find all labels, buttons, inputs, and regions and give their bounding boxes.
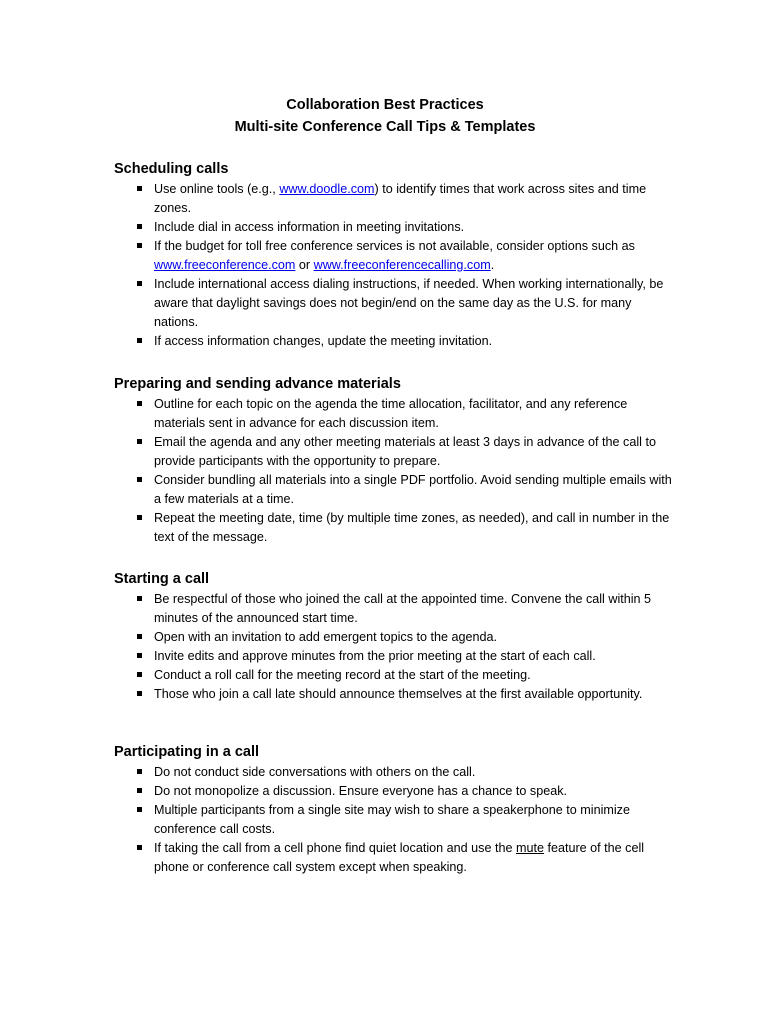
list-item: Consider bundling all materials into a single PDF portfolio. Avoid sending multiple emails with a few materials at a time. bbox=[114, 471, 674, 509]
list-item: Invite edits and approve minutes from the prior meeting at the start of each call. bbox=[114, 647, 674, 666]
section-scheduling-calls bbox=[114, 160, 674, 351]
bullet-list bbox=[114, 180, 674, 351]
section-participating-in-a-call bbox=[114, 743, 674, 877]
section-heading: Participating in a call bbox=[114, 744, 260, 760]
doodle-link[interactable]: www.doodle.com bbox=[279, 182, 375, 196]
list-item: Use online tools (e.g., www.doodle.com) to identify times that work across sites and time zones. bbox=[114, 180, 674, 218]
list-item: Email the agenda and any other meeting materials at least 3 days in advance of the call to provide participants with the opportunity to prepare. bbox=[114, 433, 674, 471]
list-item: If access information changes, update the meeting invitation. bbox=[114, 332, 674, 351]
list-item: If the budget for toll free conference services is not available, consider options such as www.freeconference.com or www.freeconferencecalling.com. bbox=[114, 237, 674, 275]
list-item: Conduct a roll call for the meeting record at the start of the meeting. bbox=[114, 666, 674, 685]
bullet-list bbox=[114, 395, 674, 547]
list-item: Those who join a call late should announce themselves at the first available opportunity. bbox=[114, 685, 674, 704]
list-item: Be respectful of those who joined the call at the appointed time. Convene the call within 5 minutes of the announced start time. bbox=[114, 590, 674, 628]
list-item: Open with an invitation to add emergent topics to the agenda. bbox=[114, 628, 674, 647]
list-item: Include dial in access information in meeting invitations. bbox=[114, 218, 674, 237]
list-item: Multiple participants from a single site may wish to share a speakerphone to minimize conference call costs. bbox=[114, 801, 674, 839]
freeconference-link[interactable]: www.freeconference.com bbox=[154, 258, 296, 272]
list-item: Do not monopolize a discussion. Ensure everyone has a chance to speak. bbox=[114, 782, 674, 801]
section-advance-materials bbox=[114, 375, 674, 547]
section-heading: Preparing and sending advance materials bbox=[114, 376, 401, 392]
mute-term: mute bbox=[515, 841, 544, 855]
document-subtitle: Multi-site Conference Call Tips & Templates bbox=[234, 119, 536, 135]
section-starting-a-call bbox=[114, 570, 674, 704]
section-heading: Scheduling calls bbox=[114, 161, 229, 177]
list-item: Repeat the meeting date, time (by multiple time zones, as needed), and call in number in the text of the message. bbox=[114, 509, 674, 547]
list-item: Outline for each topic on the agenda the time allocation, facilitator, and any reference materials sent in advance for each discussion item. bbox=[114, 395, 674, 433]
list-item: If taking the call from a cell phone find quiet location and use the mute feature of the cell phone or conference call system except when speaking. bbox=[114, 839, 674, 877]
section-heading: Starting a call bbox=[114, 571, 210, 587]
list-item: Do not conduct side conversations with others on the call. bbox=[114, 763, 674, 782]
bullet-list bbox=[114, 763, 674, 877]
list-item: Include international access dialing instructions, if needed. When working internationally, be aware that daylight savings does not begin/end on the same day as the U.S. for many nations. bbox=[114, 275, 674, 332]
freeconferencecalling-link[interactable]: www.freeconferencecalling.com bbox=[313, 258, 491, 272]
bullet-list bbox=[114, 590, 674, 704]
document-title: Collaboration Best Practices bbox=[286, 97, 484, 113]
